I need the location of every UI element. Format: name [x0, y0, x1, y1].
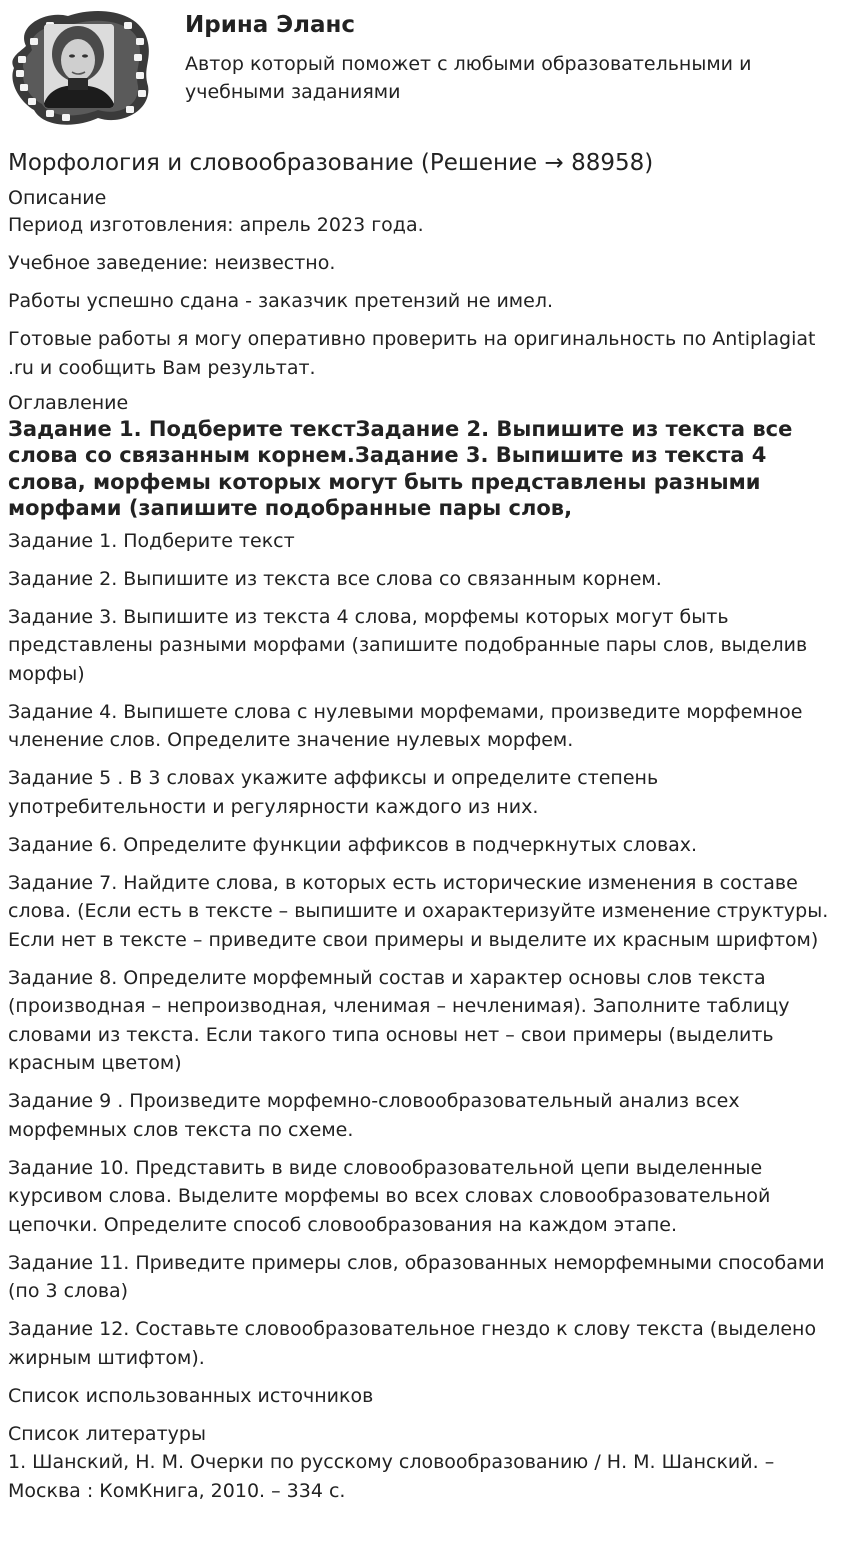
- description-line: Готовые работы я могу оперативно проверить на оригинальность по Antiplagiat .ru и сообщить Вам результат.: [8, 328, 816, 379]
- literature-label: Список литературы: [8, 1422, 206, 1445]
- description-label: Описание: [8, 187, 107, 209]
- author-name[interactable]: Ирина Эланс: [185, 12, 356, 38]
- page-title: Морфология и словообразование (Решение → 88958): [8, 150, 654, 176]
- task-item: Задание 1. Подберите текст: [8, 529, 295, 552]
- document-content: [8, 146, 838, 1505]
- task-item: Задание 8. Определите морфемный состав и характер основы слов текста (производная – непроизводная, членимая – нечленимая). Заполните таблицу словами из текста. Если такого типа основы нет – свои примеры (выделить красным цветом): [8, 966, 790, 1074]
- task-item: Задание 7. Найдите слова, в которых есть исторические изменения в составе слова. (Если есть в тексте – выпишите и охарактеризуйте изменение структуры. Если нет в тексте – приведите свои примеры и выделите их красным шрифтом): [8, 871, 829, 951]
- author-header: [0, 0, 847, 140]
- task-item: Задание 5 . В 3 словах укажите аффиксы и определите степень употребительности и регулярности каждого из них.: [8, 767, 659, 818]
- toc-summary: Задание 1. Подберите текстЗадание 2. Выпишите из текста все слова со связанным корнем.Задание 3. Выпишите из текста 4 слова, морфемы которых могут быть представлены разными морфами (запишите подобранные пары слов,: [8, 416, 793, 520]
- description-line: Период изготовления: апрель 2023 года.: [8, 214, 424, 236]
- task-item: Задание 10. Представить в виде словообразовательной цепи выделенные курсивом слова. Выделите морфемы во всех словах словообразовательной цепочки. Определите способ словообразования на каждом этапе.: [8, 1156, 771, 1236]
- task-item: Задание 2. Выпишите из текста все слова со связанным корнем.: [8, 567, 662, 590]
- toc-label: Оглавление: [8, 391, 129, 414]
- film-frame-avatar-icon: [6, 6, 152, 128]
- task-item: Задание 11. Приведите примеры слов, образованных неморфемными способами (по 3 слова): [8, 1251, 825, 1302]
- author-description: Автор который поможет с любыми образовательными и учебными заданиями: [185, 53, 752, 103]
- author-avatar[interactable]: [6, 6, 152, 128]
- sources-label: Список использованных источников: [8, 1384, 374, 1407]
- reference-item: 1. Шанский, Н. М. Очерки по русскому словообразованию / Н. М. Шанский. – Москва : КомКнига, 2010. – 334 с.: [8, 1451, 775, 1502]
- description-line: Работы успешно сдана - заказчик претензий не имел.: [8, 290, 554, 312]
- task-item: Задание 9 . Произведите морфемно-словообразовательный анализ всех морфемных слов текста по схеме.: [8, 1090, 740, 1141]
- description-line: Учебное заведение: неизвестно.: [8, 252, 336, 274]
- task-item: Задание 4. Выпишете слова с нулевыми морфемами, произведите морфемное членение слов. Определите значение нулевых морфем.: [8, 700, 803, 751]
- task-item: Задание 6. Определите функции аффиксов в подчеркнутых словах.: [8, 833, 698, 856]
- task-item: Задание 3. Выпишите из текста 4 слова, морфемы которых могут быть представлены разными морфами (запишите подобранные пары слов, выделив морфы): [8, 605, 808, 685]
- task-item: Задание 12. Составьте словообразовательное гнездо к слову текста (выделено жирным штифтом).: [8, 1318, 817, 1369]
